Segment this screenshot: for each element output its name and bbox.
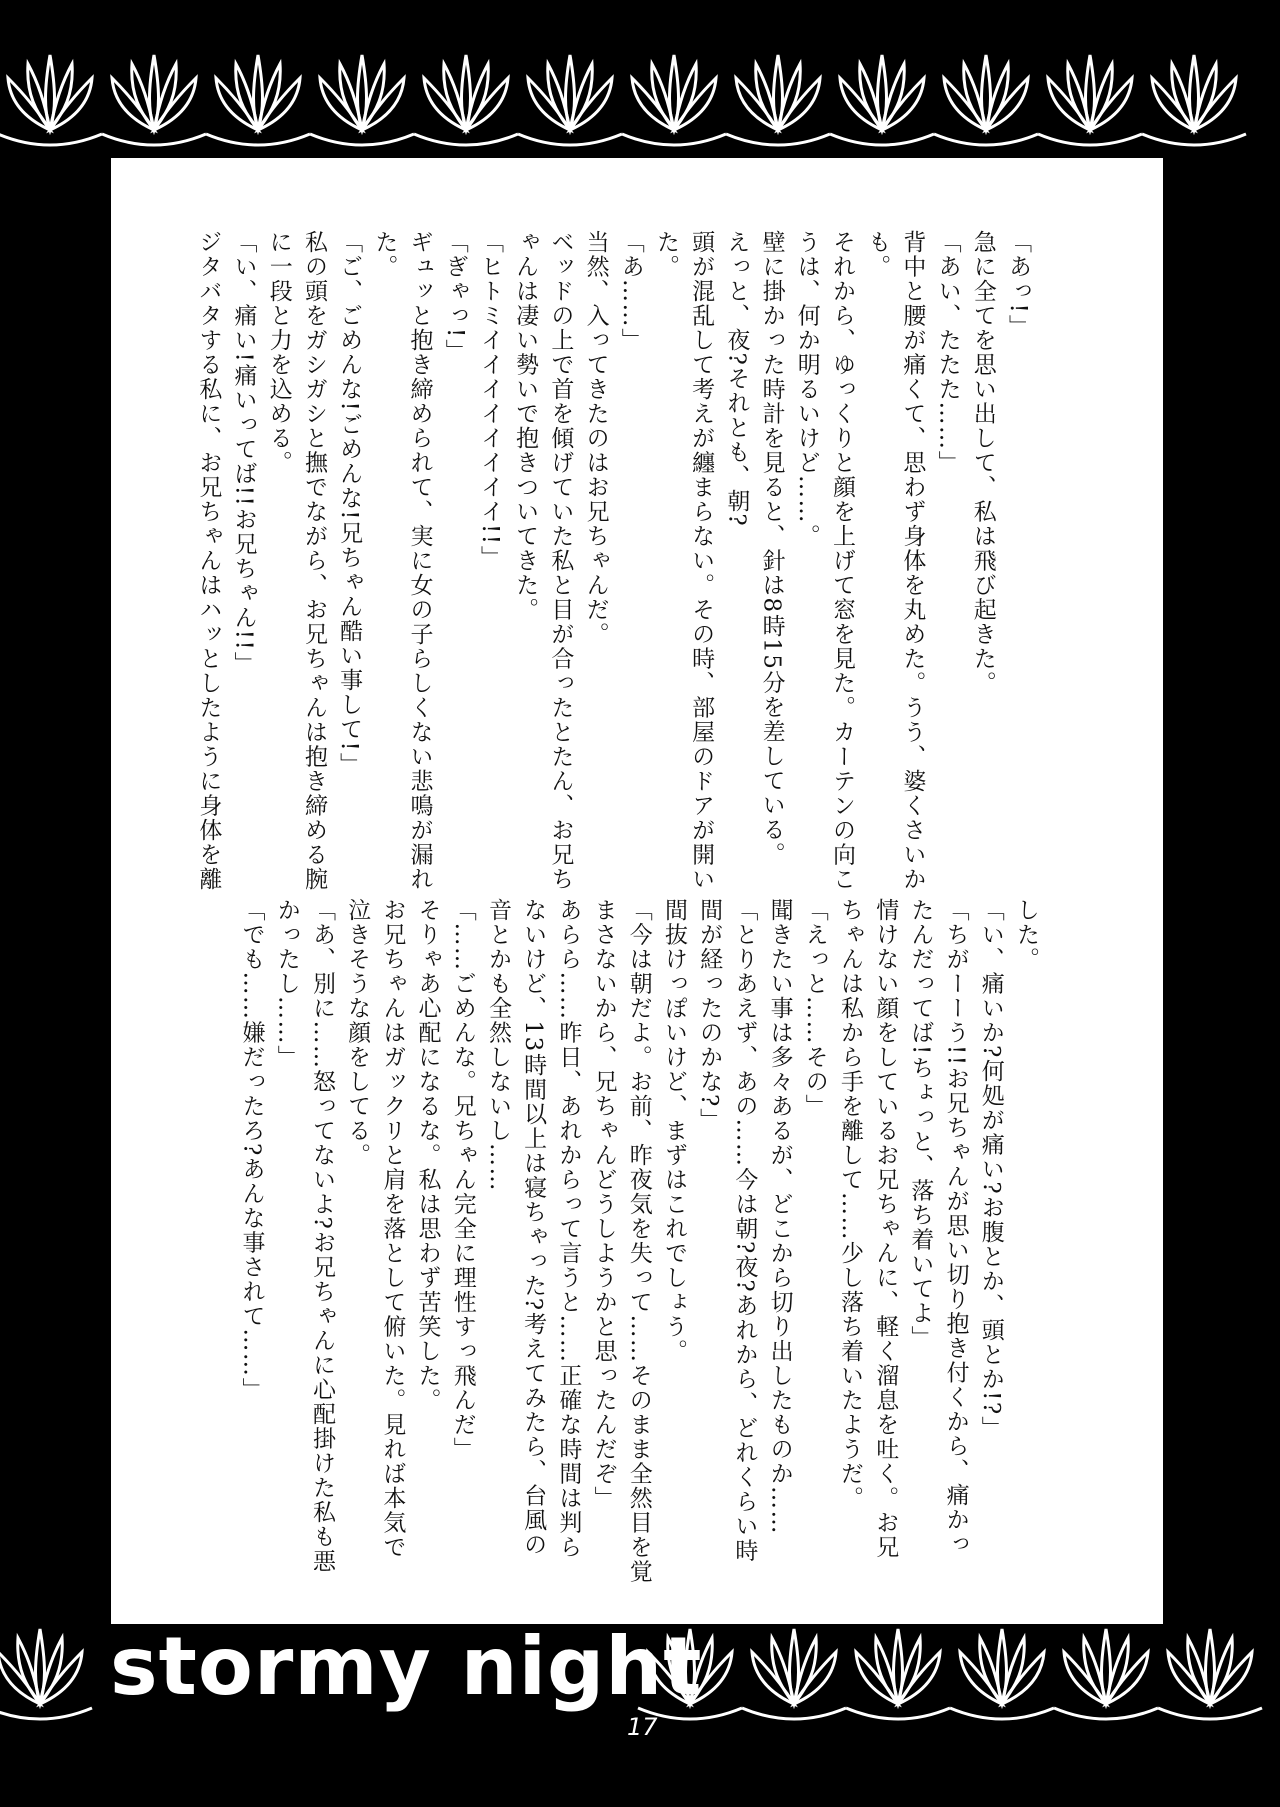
text-line: それから、ゆっくりと顔を上げて窓を見た。カーテンの向こ [828,230,855,892]
lace-motif-icon [1054,1629,1158,1719]
text-line: ないけど、13時間以上は寝ちゃった?考えてみたら、台風の [520,898,547,1557]
text-line: 「あ、別に……怒ってないよ?お兄ちゃんに心配掛けた私も悪 [308,898,335,1574]
text-line: 「ぎゃっ!」 [441,230,468,364]
text-line: 「今は朝だよ。お前、昨夜気を失って……そのまま全然目を覚 [625,898,652,1584]
lace-motif-icon [310,55,414,145]
text-line: あらら……昨日、あれからって言うと……正確な時間は判ら [555,898,582,1560]
page-title: stormy night [110,1620,703,1713]
text-line: 「とりあえず、あの……今は朝?夜?あれから、どれくらい時 [731,898,758,1563]
text-line: まさないから、兄ちゃんどうしようかと思ったんだぞ」 [590,898,617,1511]
lace-motif-icon [206,55,310,145]
text-line: した。 [1013,898,1039,972]
text-line: ちゃんは私から手を離して……少し落ち着いたようだ。 [836,898,863,1511]
lace-motif-icon [0,55,102,145]
text-line: 「あっ!」 [1005,230,1031,339]
text-line: た。 [652,230,679,279]
text-line: 泣きそうな顔をしてる。 [344,898,371,1168]
lace-motif-icon [950,1629,1054,1719]
text-line: 壁に掛かった時計を見ると、針は8時15分を差している。 [758,230,785,867]
page-number: 17 [627,1713,658,1741]
text-line: た。 [371,230,398,279]
text-line: に一段と力を込める。 [265,230,292,475]
text-line: 頭が混乱して考えが纏まらない。その時、部屋のドアが開い [688,230,715,892]
lace-motif-icon [742,1629,846,1719]
text-line: 急に全てを思い出して、私は飛び起きた。 [969,230,996,696]
lace-motif-icon [726,55,830,145]
lace-motif-icon [1038,55,1142,145]
lace-motif-icon [1158,1629,1262,1719]
page-content [111,158,1163,1624]
text-line: ゃんは凄い勢いで抱きついてきた。 [512,230,539,622]
text-line: 「ちがーーう!!お兄ちゃんが思い切り抱き付くから、痛かっ [942,898,969,1557]
text-line: 「……ごめんな。兄ちゃん完全に理性すっ飛んだ」 [449,898,476,1462]
lace-motif-icon [622,55,726,145]
text-column-top [190,230,1035,892]
lace-motif-icon [934,55,1038,145]
text-line: そりゃあ心配になるな。私は思わず苦笑した。 [414,898,441,1413]
text-line: 情けない顔をしているお兄ちゃんに、軽く溜息を吐く。お兄 [872,898,899,1560]
text-line: ギュッと抱き締められて、実に女の子らしくない悲鳴が漏れ [406,230,433,892]
text-line: 私の頭をガシガシと撫でながら、お兄ちゃんは抱き締める腕 [300,230,327,892]
text-column-bottom [233,898,1043,1584]
text-line: 当然、入ってきたのはお兄ちゃんだ。 [582,230,609,647]
lace-motif-icon [518,55,622,145]
text-line: 間抜けっぽいけど、まずはこれでしょう。 [660,898,687,1364]
text-line: 「あい、たたた……」 [934,230,961,475]
text-line: 「でも……嫌だったろ?あんな事されて……」 [238,898,265,1402]
text-line: も。 [864,230,891,279]
text-line: たんだってば!ちょっと、落ち着いてよ」 [907,898,934,1350]
text-line: 「ご、ごめんな!ごめんな!兄ちゃん酷い事して!」 [336,230,363,777]
top-lace-border [0,38,1280,158]
lace-motif-icon [846,1629,950,1719]
text-line: うは、何か明るいけど……。 [793,230,820,549]
lace-motif-icon [830,55,934,145]
text-line: ベッドの上で首を傾げていた私と目が合ったとたん、お兄ち [547,230,574,892]
text-line: 聞きたい事は多々あるが、どこから切り出したものか…… [766,898,793,1535]
text-line: 「ヒトミイイイイイイイイ!!」 [476,230,503,570]
lace-motif-icon [414,55,518,145]
text-line: お兄ちゃんはガックリと肩を落として俯いた。見れば本気で [379,898,406,1560]
lace-motif-icon [0,1629,92,1719]
text-line: 音とかも全然しないし…… [484,898,511,1192]
text-line: 「い、痛い!痛いってば!!お兄ちゃん!!」 [230,230,257,676]
text-line: 「い、痛いか?何処が痛い?お腹とか、頭とか!?」 [977,898,1004,1441]
text-line: 「えっと……その」 [801,898,828,1119]
lace-motif-icon [1142,55,1246,145]
text-line: 背中と腰が痛くて、思わず身体を丸めた。うう、婆くさいか [899,230,926,892]
text-line: かったし……」 [273,898,300,1070]
lace-motif-icon [102,55,206,145]
text-line: 間が経ったのかな?」 [696,898,723,1133]
text-line: えっと、夜?それとも、朝? [723,230,750,528]
text-line: ジタバタする私に、お兄ちゃんはハッとしたように身体を離 [195,230,222,892]
text-line: 「あ……」 [617,230,644,353]
